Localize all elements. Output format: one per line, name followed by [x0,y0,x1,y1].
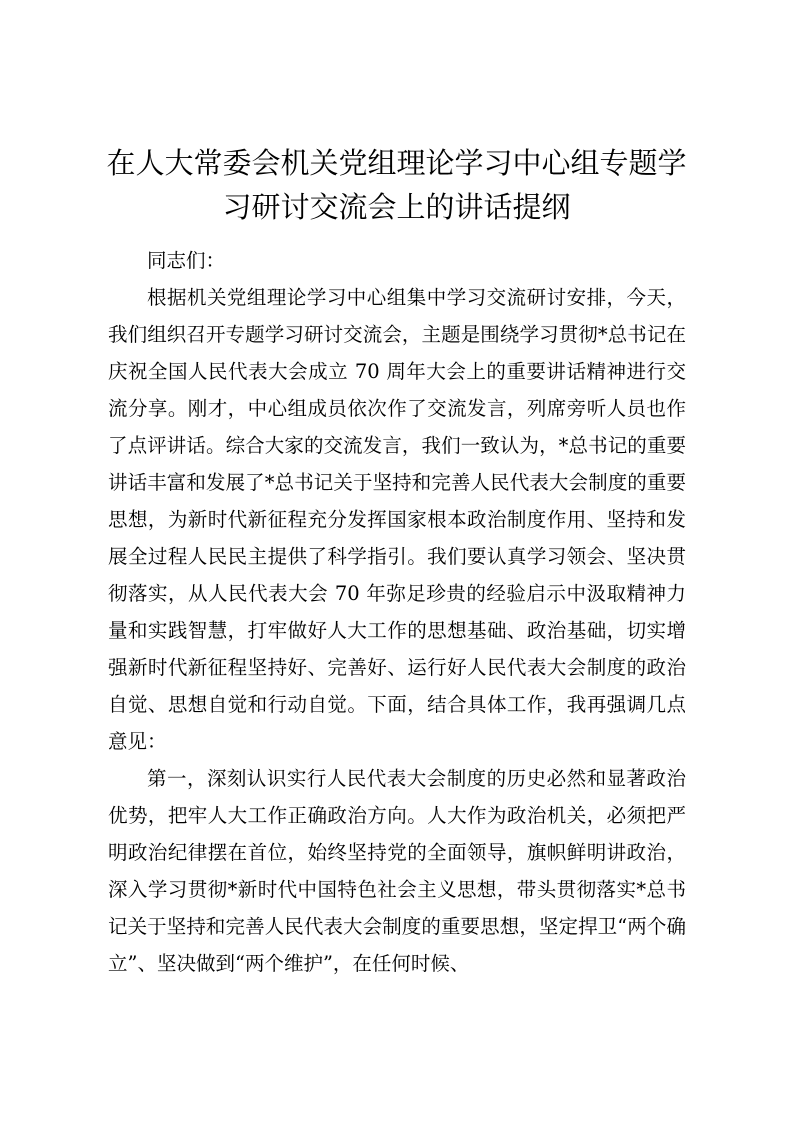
document-title: 在人大常委会机关党组理论学习中心组专题学习研讨交流会上的讲话提纲 [106,146,687,224]
greeting-line: 同志们： [147,249,226,272]
paragraph-point-one: 第一，深刻认识实行人民代表大会制度的历史必然和显著政治优势，把牢人大工作正确政治方向。人大作为政治机关，必须把严明政治纪律摆在首位，始终坚持党的全面领导，旗帜鲜明讲政治，深入学习贯彻*新时代中国特色社会主义思想，带头贯彻落实*总书记关于坚持和完善人民代表大会制度的重要思想，坚定捍卫“两个确立”、坚决做到“两个维护”，在任何时候、 [108,767,686,975]
document-body [108,242,686,982]
paragraph-intro: 根据机关党组理论学习中心组集中学习交流研讨安排，今天，我们组织召开专题学习研讨交流会，主题是围绕学习贯彻*总书记在庆祝全国人民代表大会成立 70 周年大会上的重要讲话精神进行交流分享。刚才，中心组成员依次作了交流发言，列席旁听人员也作了点评讲话。综合大家的交流发言，我们一致认为，*总书记的重要讲话丰富和发展了*总书记关于坚持和完善人民代表大会制度的重要思想，为新时代新征程充分发挥国家根本政治制度作用、坚持和发展全过程人民民主提供了科学指引。我们要认真学习领会、坚决贯彻落实，从人民代表大会 70 年弥足珍贵的经验启示中汲取精神力量和实践智慧，打牢做好人大工作的思想基础、政治基础，切实增强新时代新征程坚持好、完善好、运行好人民代表大会制度的政治自觉、思想自觉和行动自觉。下面，结合具体工作，我再强调几点意见： [108,286,686,753]
